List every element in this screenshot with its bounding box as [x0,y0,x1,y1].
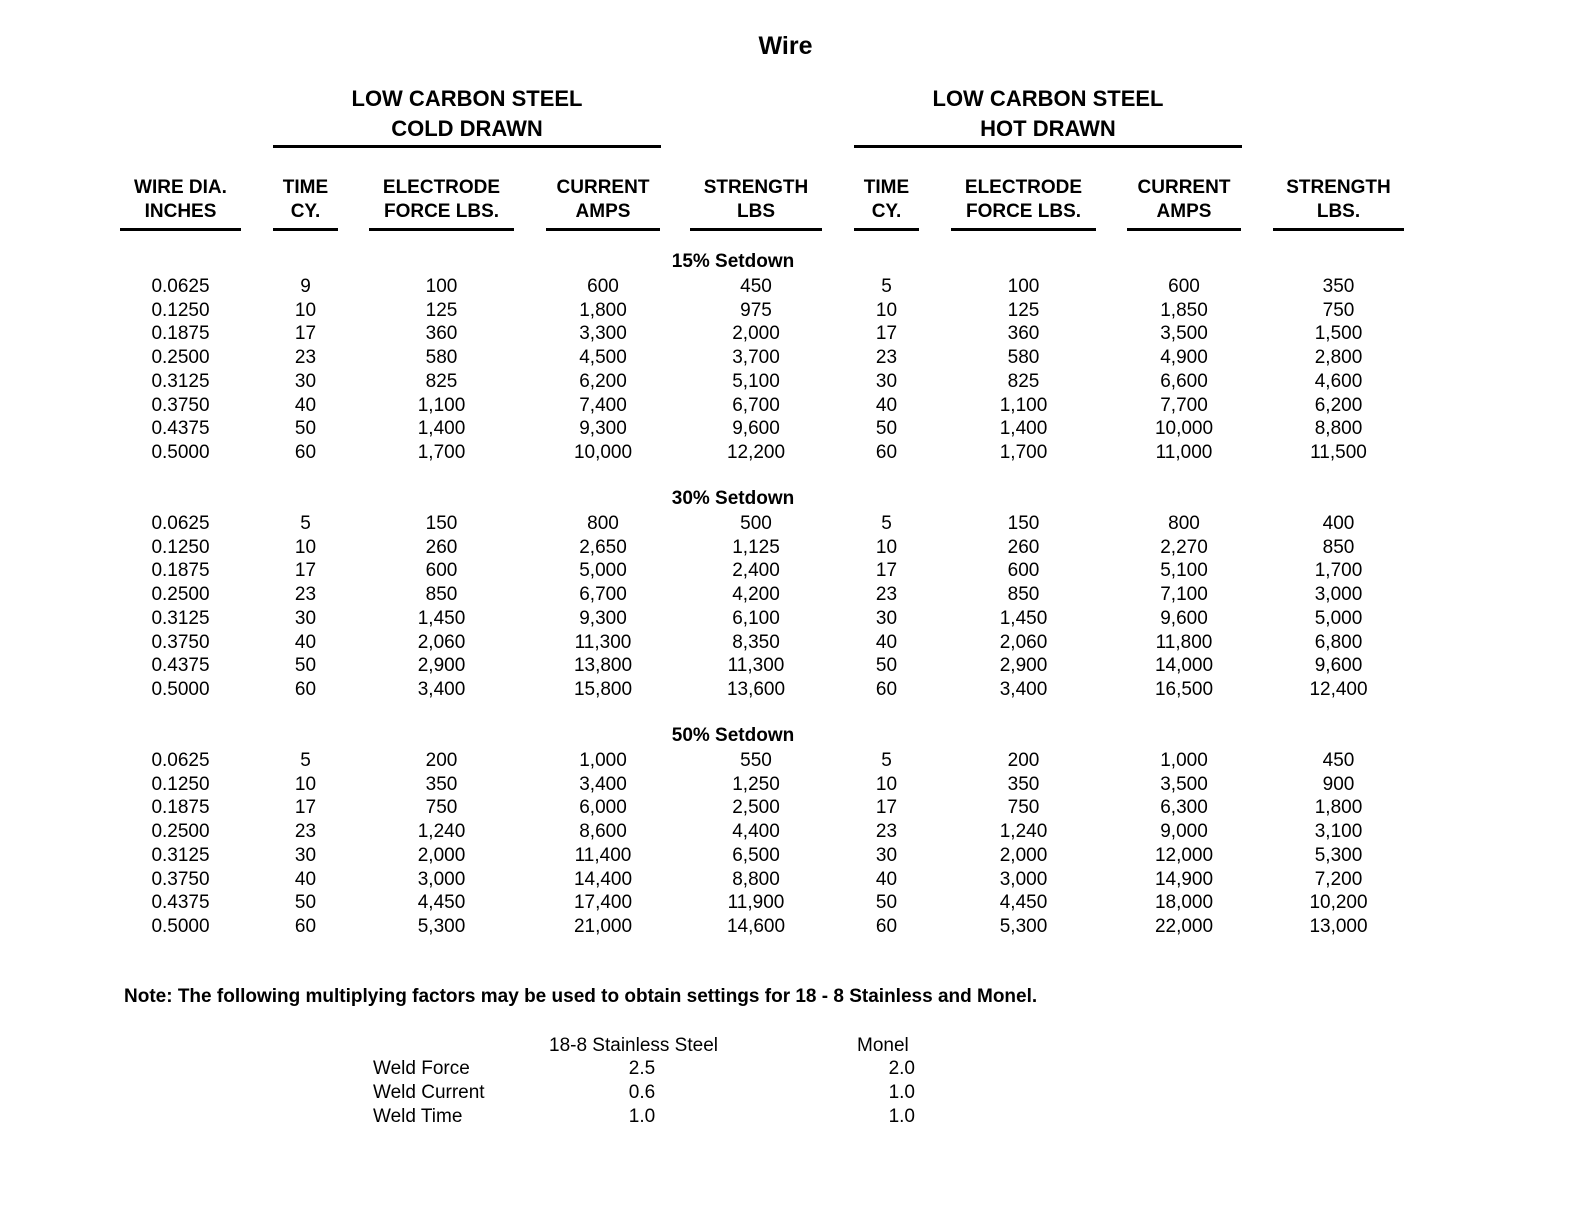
table-cell: 600 [1007,560,1040,582]
table-cell: 8,800 [732,868,780,890]
table-cell: 0.0625 [151,750,210,771]
column-header-line1: STRENGTH [1286,177,1391,198]
table-cell: 360 [1007,323,1040,345]
table-cell: 17,400 [573,892,633,914]
table-cell: 10 [294,299,317,321]
table-cell: 5 [300,513,311,534]
table-cell: 23 [875,347,898,369]
table-cell: 150 [425,513,458,534]
table-cell: 10,000 [573,441,633,463]
table-cell: 1,800 [579,299,627,321]
table-cell: 11,400 [574,844,632,866]
table-cell: 800 [1168,513,1200,534]
column-header [546,176,660,231]
table-cell: 4,450 [999,892,1048,914]
table-cell: 6,200 [1314,394,1363,416]
column-header [1127,176,1241,231]
group-underline [273,145,661,148]
table-cell: 9,600 [732,418,780,440]
column-underline [1273,228,1404,231]
column-header-line2: AMPS [575,201,631,222]
column-header-line2: LBS [737,201,775,222]
column-header [1273,176,1404,231]
table-cell: 21,000 [573,915,633,937]
factor-header-stainless: 18-8 Stainless Steel [549,1035,718,1056]
table-cell: 2,060 [999,631,1048,653]
table-cell: 750 [1007,797,1040,819]
table-cell: 975 [740,299,772,321]
table-cell: 9,300 [579,607,627,629]
group-title-line2: HOT DRAWN [980,116,1116,141]
table-cell: 50 [875,892,898,914]
table-cell: 12,400 [1309,678,1368,700]
table-cell: 40 [875,631,898,653]
group-title-line1: LOW CARBON STEEL [932,86,1164,111]
table-cell: 750 [425,797,458,819]
table-cell: 40 [875,394,898,416]
note-text: Note: The following multiplying factors may be used to obtain settings for 18 - 8 Stainless and Monel. [124,986,1038,1007]
table-cell: 450 [1322,750,1355,771]
table-cell: 6,300 [1160,797,1208,819]
column-underline [854,228,919,231]
table-cell: 8,800 [1314,418,1363,440]
table-cell: 850 [1007,584,1040,606]
table-cell: 60 [294,915,317,937]
setdown-label: 50% Setdown [671,725,795,746]
table-cell: 750 [1322,299,1355,321]
table-cell: 3,400 [417,678,466,700]
table-cell: 50 [294,418,317,440]
table-cell: 6,100 [732,607,780,629]
table-cell: 0.5000 [151,678,210,700]
table-cell: 10 [875,536,898,558]
factor-value-stainless: 1.0 [628,1106,656,1127]
table-cell: 30 [875,844,898,866]
column-header-line2: FORCE LBS. [383,201,500,222]
table-cell: 7,200 [1314,868,1363,890]
table-cell: 16,500 [1154,678,1214,700]
table-cell: 1,250 [732,773,780,795]
table-cell: 350 [425,773,458,795]
table-cell: 500 [740,513,772,534]
table-cell: 6,700 [732,394,780,416]
table-cell: 1,450 [417,607,466,629]
table-cell: 9,000 [1160,821,1208,843]
table-cell: 30 [294,844,317,866]
table-cell: 4,400 [732,821,780,843]
group-title-line1: LOW CARBON STEEL [351,86,583,111]
table-cell: 1,100 [417,394,466,416]
table-cell: 6,000 [579,797,627,819]
table-cell: 14,400 [573,868,633,890]
table-cell: 2,900 [417,655,466,677]
table-cell: 0.3125 [151,844,210,866]
table-cell: 23 [294,347,317,369]
table-cell: 3,500 [1160,773,1208,795]
column-header-line1: ELECTRODE [964,177,1083,198]
column-header [120,176,241,231]
table-cell: 5 [881,276,892,297]
table-cell: 3,000 [417,868,466,890]
table-cell: 60 [875,678,898,700]
table-cell: 11,500 [1310,441,1367,463]
table-cell: 11,000 [1155,441,1213,463]
column-header-line2: INCHES [144,201,217,222]
column-header-line2: CY. [871,201,902,222]
table-cell: 22,000 [1154,915,1214,937]
table-cell: 1,100 [999,394,1048,416]
table-cell: 0.2500 [151,584,210,606]
table-cell: 17 [294,797,317,819]
table-cell: 600 [587,276,619,297]
table-cell: 825 [425,370,458,392]
table-cell: 5,000 [1314,607,1363,629]
factor-value-monel: 1.0 [888,1082,915,1103]
table-cell: 50 [875,418,898,440]
table-cell: 8,600 [579,821,627,843]
table-cell: 8,350 [732,631,780,653]
column-header [273,176,338,231]
table-cell: 5 [881,513,892,534]
table-cell: 11,300 [574,631,632,653]
table-cell: 9,300 [579,418,627,440]
table-cell: 450 [740,276,772,297]
table-cell: 11,300 [727,655,785,677]
table-cell: 0.4375 [151,655,210,677]
table-cell: 40 [875,868,898,890]
table-cell: 6,600 [1160,370,1208,392]
table-cell: 60 [294,678,317,700]
table-cell: 100 [425,276,458,297]
table-cell: 0.1875 [151,560,210,582]
table-cell: 50 [294,655,317,677]
factor-value-monel: 2.0 [888,1058,915,1079]
table-cell: 1,850 [1160,299,1208,321]
table-cell: 1,500 [1314,323,1363,345]
column-header-line1: CURRENT [556,177,650,198]
table-cell: 1,450 [999,607,1048,629]
factor-row-label: Weld Force [373,1058,470,1079]
table-cell: 10,200 [1309,892,1368,914]
table-cell: 60 [875,915,898,937]
table-cell: 4,600 [1314,370,1363,392]
table-cell: 0.1250 [151,773,210,795]
table-cell: 260 [425,536,458,558]
factor-row-label: Weld Current [373,1082,485,1103]
factor-header-monel: Monel [857,1035,909,1056]
table-cell: 3,700 [732,347,780,369]
table-cell: 0.3750 [151,394,210,416]
table-cell: 10 [875,773,898,795]
table-cell: 12,200 [726,441,786,463]
table-cell: 9,600 [1314,655,1363,677]
table-cell: 1,000 [579,750,627,771]
table-cell: 2,900 [999,655,1048,677]
table-cell: 11,800 [1155,631,1213,653]
table-cell: 2,000 [417,844,466,866]
column-header-line2: LBS. [1316,201,1361,222]
table-cell: 13,000 [1309,915,1368,937]
table-cell: 9 [300,276,311,297]
setdown-label: 30% Setdown [671,488,795,509]
table-cell: 40 [294,868,317,890]
table-cell: 260 [1007,536,1040,558]
table-cell: 17 [294,560,317,582]
table-cell: 4,900 [1160,347,1208,369]
table-cell: 0.4375 [151,418,210,440]
table-cell: 5 [300,750,311,771]
table-cell: 15,800 [573,678,633,700]
column-underline [369,228,514,231]
table-cell: 2,500 [732,797,780,819]
table-cell: 0.0625 [151,513,210,534]
table-cell: 13,600 [726,678,786,700]
factor-value-monel: 1.0 [888,1106,915,1127]
table-cell: 23 [294,584,317,606]
column-header [369,176,514,231]
column-header [690,176,822,231]
table-cell: 2,400 [732,560,780,582]
column-header-line1: STRENGTH [703,177,809,198]
table-cell: 1,700 [999,441,1048,463]
table-cell: 11,900 [727,892,785,914]
table-cell: 5,100 [732,370,780,392]
column-underline [690,228,822,231]
table-cell: 40 [294,631,317,653]
group-header-cold-drawn [273,84,661,148]
table-cell: 23 [875,821,898,843]
table-cell: 7,100 [1160,584,1208,606]
table-cell: 400 [1322,513,1355,534]
table-cell: 2,800 [1314,347,1363,369]
factor-row-label: Weld Time [373,1106,463,1127]
column-header-line1: TIME [863,177,910,198]
table-cell: 850 [1322,536,1355,558]
table-cell: 6,700 [579,584,627,606]
table-cell: 10 [294,773,317,795]
table-cell: 200 [1007,750,1040,771]
column-header [854,176,919,231]
table-cell: 580 [425,347,458,369]
table-cell: 1,800 [1314,797,1363,819]
table-cell: 0.1250 [151,536,210,558]
column-header-line2: AMPS [1156,201,1212,222]
table-cell: 5,300 [417,915,466,937]
table-cell: 0.0625 [151,276,210,297]
table-cell: 5,300 [1314,844,1363,866]
table-cell: 50 [294,892,317,914]
table-cell: 13,800 [573,655,633,677]
table-cell: 10,000 [1154,418,1214,440]
table-cell: 7,700 [1160,394,1208,416]
table-cell: 0.5000 [151,441,210,463]
table-cell: 900 [1322,773,1355,795]
table-cell: 350 [1322,276,1355,297]
page-title: Wire [758,32,813,60]
table-cell: 7,400 [579,394,627,416]
table-cell: 800 [587,513,619,534]
table-cell: 0.1875 [151,797,210,819]
table-cell: 2,000 [732,323,780,345]
table-cell: 30 [875,607,898,629]
table-cell: 40 [294,394,317,416]
table-cell: 2,270 [1160,536,1208,558]
table-cell: 150 [1007,513,1040,534]
table-cell: 23 [875,584,898,606]
setdown-label: 15% Setdown [671,251,795,272]
table-cell: 10 [294,536,317,558]
table-cell: 4,200 [732,584,780,606]
table-cell: 850 [425,584,458,606]
table-cell: 3,500 [1160,323,1208,345]
table-cell: 1,700 [417,441,466,463]
table-cell: 3,000 [999,868,1048,890]
table-cell: 2,650 [579,536,627,558]
table-cell: 2,000 [999,844,1048,866]
group-header-hot-drawn [854,84,1242,148]
table-cell: 23 [294,821,317,843]
column-underline [1127,228,1241,231]
table-cell: 0.5000 [151,915,210,937]
table-cell: 360 [425,323,458,345]
table-cell: 17 [875,797,898,819]
table-cell: 0.2500 [151,347,210,369]
column-header-line1: TIME [282,177,329,198]
table-cell: 14,900 [1154,868,1214,890]
table-cell: 17 [875,323,898,345]
table-cell: 5,000 [579,560,627,582]
table-cell: 0.1250 [151,299,210,321]
table-cell: 0.3125 [151,370,210,392]
table-cell: 9,600 [1160,607,1208,629]
table-cell: 200 [425,750,458,771]
table-cell: 14,000 [1154,655,1214,677]
table-cell: 0.2500 [151,821,210,843]
table-cell: 0.3125 [151,607,210,629]
table-cell: 3,400 [999,678,1048,700]
table-cell: 5 [881,750,892,771]
column-header-line1: ELECTRODE [382,177,501,198]
table-cell: 1,240 [417,821,466,843]
table-cell: 18,000 [1154,892,1214,914]
table-cell: 350 [1007,773,1040,795]
table-cell: 100 [1007,276,1040,297]
table-cell: 3,400 [579,773,627,795]
table-cell: 1,240 [999,821,1048,843]
table-cell: 6,200 [579,370,627,392]
table-cell: 550 [740,750,772,771]
column-underline [273,228,338,231]
group-underline [854,145,1242,148]
table-cell: 2,060 [417,631,466,653]
table-cell: 0.3750 [151,868,210,890]
table-cell: 6,800 [1314,631,1363,653]
table-cell: 5,100 [1160,560,1208,582]
table-cell: 3,100 [1314,821,1363,843]
column-underline [120,228,241,231]
table-cell: 50 [875,655,898,677]
table-cell: 1,700 [1314,560,1363,582]
table-cell: 10 [875,299,898,321]
table-cell: 17 [875,560,898,582]
column-underline [951,228,1096,231]
table-cell: 1,125 [732,536,780,558]
table-cell: 3,300 [579,323,627,345]
factor-value-stainless: 0.6 [628,1082,656,1103]
table-cell: 125 [425,299,458,321]
table-cell: 0.3750 [151,631,210,653]
table-cell: 125 [1007,299,1040,321]
column-header-line1: WIRE DIA. [134,177,227,198]
table-cell: 600 [1168,276,1200,297]
column-header-line1: CURRENT [1137,177,1231,198]
table-cell: 17 [294,323,317,345]
column-header-line2: CY. [290,201,321,222]
table-cell: 3,000 [1314,584,1363,606]
table-cell: 600 [425,560,458,582]
table-cell: 1,000 [1160,750,1208,771]
column-underline [546,228,660,231]
table-cell: 60 [294,441,317,463]
factor-value-stainless: 2.5 [628,1058,656,1079]
column-header-line2: FORCE LBS. [965,201,1082,222]
table-cell: 4,500 [579,347,627,369]
table-cell: 0.4375 [151,892,210,914]
table-cell: 1,400 [999,418,1048,440]
table-cell: 12,000 [1154,844,1214,866]
table-cell: 30 [294,370,317,392]
column-header [951,176,1096,231]
table-cell: 6,500 [732,844,780,866]
table-cell: 0.1875 [151,323,210,345]
table-cell: 60 [875,441,898,463]
table-cell: 825 [1007,370,1040,392]
table-cell: 30 [294,607,317,629]
table-cell: 580 [1007,347,1040,369]
table-cell: 14,600 [726,915,786,937]
table-cell: 30 [875,370,898,392]
table-cell: 5,300 [999,915,1048,937]
group-title-line2: COLD DRAWN [391,116,543,141]
table-cell: 1,400 [417,418,466,440]
table-cell: 4,450 [417,892,466,914]
